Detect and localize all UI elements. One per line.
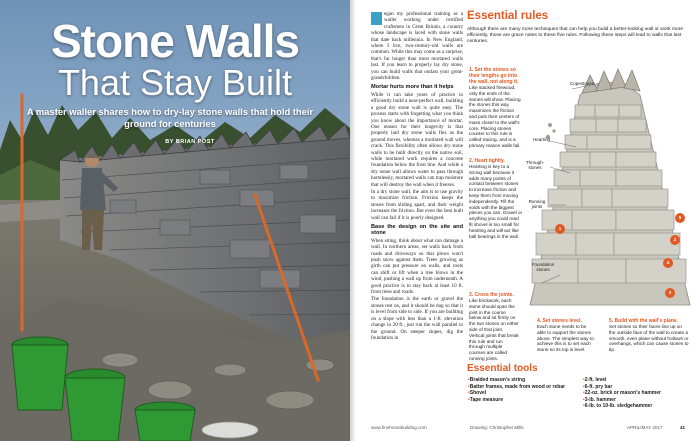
article-body xyxy=(371,11,463,342)
paragraph: The foundation is the earth or gravel the stones rest on, and it should be dug so that it is level from side to side. If you are building on a slope with less than a 1-ft. elevation change in 20 ft., just run the wall parallel to the ground. On steeper slopes, dig the foundation in xyxy=(371,296,463,341)
page-gutter xyxy=(350,0,356,441)
rule-2: 2. Heart tightly. Hearting is key to a strong wall because it adds many points of contact between stones to increase friction and keep them from moving independently. Fill the voids with the biggest pieces you can. Gravel or anything you could read fit shovel is too small for hearting and will act like ball bearings in the wall. xyxy=(469,158,523,239)
badge-3: 3 xyxy=(668,290,672,295)
paragraph: While it can take years of practice to efficiently build a near-perfect wall, building a good dry stone wall is quite easy. The process starts with forgetting what you think you know about the importance of mortar. One reason for their longevity is that properly laid dry stone walls flex as the ground moves, whereas a mortared wall will crack. This flexibility often allows dry stone walls to be built directly on the native soil, while mortared work requires a concrete foundation below the frost line. And while a dry stone wall allows water to pass through harmlessly, mortared walls can trap moisture that will destroy the wall when it freezes. xyxy=(371,91,463,188)
subhead-mortar: Mortar hurts more than it helps xyxy=(371,84,454,91)
badge-1: 1 xyxy=(558,226,562,231)
rule-5: 5. Build with the wall's plane. Set stones so their faces line up on the outside face of the wall to create a smooth, even plane without hollows or overhangs, which can cause stones to tip. xyxy=(609,318,689,353)
byline: BY BRIAN POST xyxy=(165,139,215,145)
wall-illustration xyxy=(520,55,695,325)
label-through-stones: Through-stones xyxy=(525,160,545,171)
page-title-line1: Stone Walls xyxy=(51,15,299,67)
tools-list-b xyxy=(583,377,693,410)
badge-2: 2 xyxy=(673,237,677,242)
paragraph: In a dry stone wall, the aim is to use gravity to maximize friction. Friction keeps the stones from sliding apart, and their weight increases the friction. But even the best built wall can fail if it is poorly designed. xyxy=(371,188,463,221)
label-running-joints: Running joints xyxy=(528,199,546,210)
page-title-line2: That Stay Built xyxy=(57,62,293,103)
badge-5: 5 xyxy=(678,215,682,220)
tool-item: • 3-lb. hammer xyxy=(583,397,693,404)
tool-item: • Shovel xyxy=(468,390,578,397)
tool-item: • Tape measure xyxy=(468,397,578,404)
essential-tools-title: Essential tools xyxy=(467,363,538,374)
label-hearting: Hearting xyxy=(533,137,551,142)
essential-rules-title: Essential rules xyxy=(467,10,549,22)
paragraph: When siting, think about what can damage a wall. In northern areas, set walls back from roads and driveways so that plows won't push snow against them. Trees growing as girth can put pressure on walls, and roots can shift or lift when a tree blows in the wind, pushing a wall up from underneath. A good practice is to stay back at least 10 ft. from trees and roads. xyxy=(371,237,463,296)
drop-cap xyxy=(371,12,382,25)
page-number: 41 xyxy=(680,425,686,430)
label-copestones: Copestones xyxy=(570,81,595,86)
folio-credit: Drawing: Christopher Mills xyxy=(470,425,524,430)
article-dek: A master waller shares how to dry-lay stone walls that hold their ground for centuries xyxy=(26,106,314,129)
subhead-design: Base the design on the site and stone xyxy=(371,224,463,237)
tool-item: • 6-lb. to 10-lb. sledgehammer xyxy=(583,403,693,410)
folio-date: APRIL/MAY 2017 xyxy=(627,425,663,430)
rule-1: 1. Set the stones so their lengths go into the wall, not along it. Like stacked firewood, only the ends of the stones will show. Placing the stones this way maximizes the friction and puts their centers of mass closer to the wall's core. Placing stones counter to this rule is called tracing, and is a primary reason walls fail. xyxy=(469,67,521,148)
article-intro: egan my professional training as a waller working under certified craftsmen in Great Britain, a country whose landscape is laced with stone walls that date back millennia. In New England, where I live, two-century-old walls are common. While this may come as a surprise, that's far longer than most mortared walls last. If you learn to properly lay dry stone, you can build walls that outlast your great-grandchildren. xyxy=(371,11,463,82)
label-foundation-stones: Foundation stones xyxy=(531,262,555,273)
tool-item: • 2-ft. level xyxy=(583,377,693,384)
folio-url: www.finehomebuilding.com xyxy=(371,425,427,430)
badge-4: 4 xyxy=(666,260,670,265)
tool-item: • Braided mason's string xyxy=(468,377,578,384)
tool-item: • 22-oz. brick or mason's hammer xyxy=(583,390,693,397)
tool-item: • 6-ft. pry bar xyxy=(583,384,693,391)
rule-4: 4. Set stones level. Each stone needs to be able to support the stones above. The simplest way to achieve this is to set each stone so its top is level. xyxy=(537,318,594,353)
tool-item: • Batter frames, made from wood or rebar xyxy=(468,384,578,391)
tools-list-a xyxy=(468,377,578,403)
essential-rules-intro: Although there are many more techniques that can help you build a better-looking wall or work more efficiently, those are grace notes to these five rules. Following these steps will lead to walls that last centuries. xyxy=(467,27,684,45)
rule-3: 3. Cross the joints. Like brickwork, each stone should span the joint in the course below and sit firmly on the two stones on either side of that joint. Vertical joints that break this rule and run through multiple courses are called running joints. xyxy=(469,292,519,361)
